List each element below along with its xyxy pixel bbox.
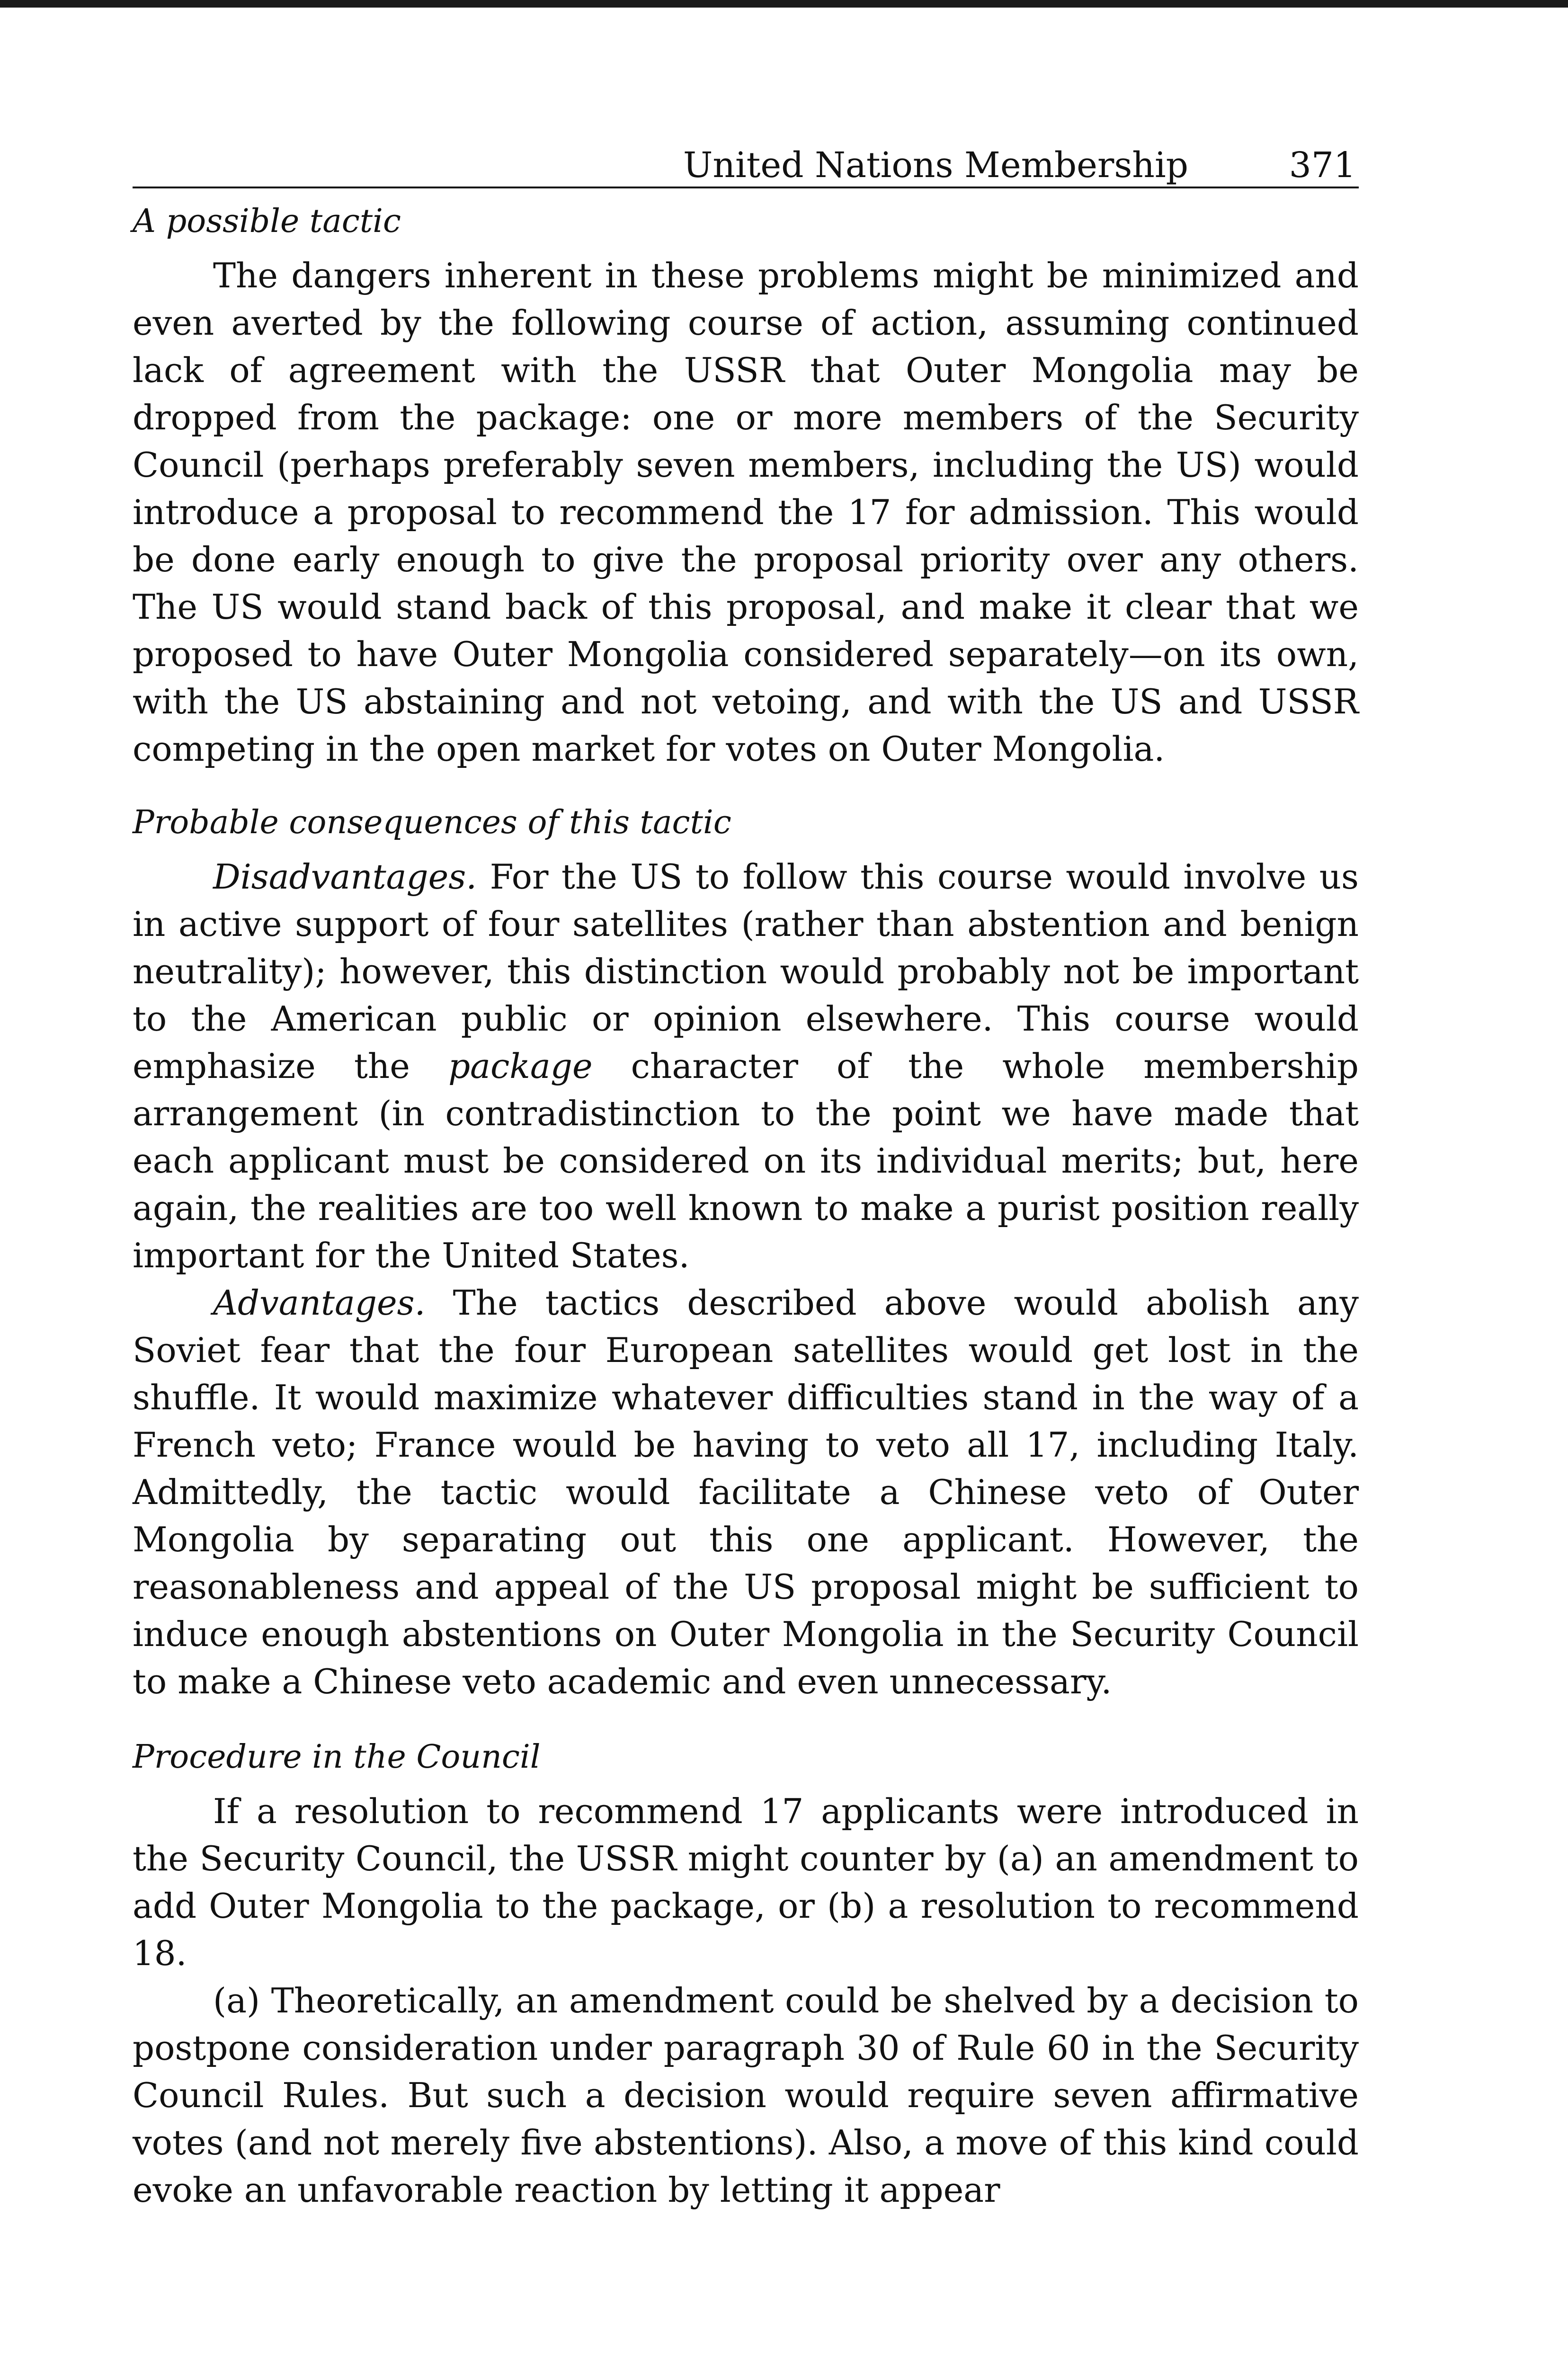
paragraph-procedure-intro: If a resolution to recommend 17 applicants were introduced in the Security Council, the USSR might counter by (a) an amendment to add Outer Mongolia to the package, or (b) a resolution to recommend 18. [133,1791,1359,1973]
running-title: United Nations Membership [683,145,1188,186]
disadvantages-text-part-2: character of the whole membership arrangement (in contradistinction to the point we have made that each applicant must be considered on its individual merits; but, here again, the realities are too well known to make a purist position really important for the United States. [133,1046,1359,1275]
page-number: 371 [1289,145,1356,186]
running-header [133,137,1359,188]
scan-edge-bar [0,0,1568,8]
section-heading-probable-consequences: Probable consequences of this tactic [133,804,731,841]
section-heading-procedure-council: Procedure in the Council [133,1738,541,1776]
paragraph-procedure-amendment: (a) Theoretically, an amendment could be shelved by a decision to postpone consideration under paragraph 30 of Rule 60 in the Security Council Rules. But such a decision would require seven affirmative votes (and not merely five abstentions). Also, a move of this kind could evoke an unfavorable reaction by letting it appear [133,1981,1359,2210]
package-emphasis: package [448,1046,593,1086]
disadvantages-text-part-1: For the US to follow this course would involve us in active support of four satellites (rather than abstention and benign neutrality); however, this distinction would probably not be important to the American public or opinion elsewhere. This course would emphasize the [133,857,1359,1086]
paragraph-disadvantages [133,853,1359,1279]
section-heading-possible-tactic: A possible tactic [133,203,401,240]
advantages-text: The tactics described above would abolish any Soviet fear that the four European satellites would get lost in the shuffle. It would maximize whatever difficulties stand in the way of a French veto; France would be having to veto all 17, including Italy. Admittedly, the tactic would facilitate a Chinese veto of Outer Mongolia by separating out this one applicant. However, the reasonableness and appeal of the US proposal might be sufficient to induce enough abstentions on Outer Mongolia in the Security Council to make a Chinese veto academic and even unnecessary. [133,1283,1359,1701]
paragraph-possible-tactic: The dangers inherent in these problems might be minimized and even averted by the following course of action, assuming continued lack of agreement with the USSR that Outer Mongolia may be dropped from the package: one or more members of the Security Council (perhaps preferably seven members, including the US) would introduce a proposal to recommend the 17 for admission. This would be done early enough to give the proposal priority over any others. The US would stand back of this proposal, and make it clear that we proposed to have Outer Mongolia considered separately—on its own, with the US abstaining and not vetoing, and with the US and USSR competing in the open market for votes on Outer Mongolia. [133,256,1359,769]
disadvantages-lead: Disadvantages. [213,857,477,897]
paragraph-advantages [133,1279,1359,1705]
advantages-lead: Advantages. [213,1283,426,1323]
document-page [133,137,1359,2214]
